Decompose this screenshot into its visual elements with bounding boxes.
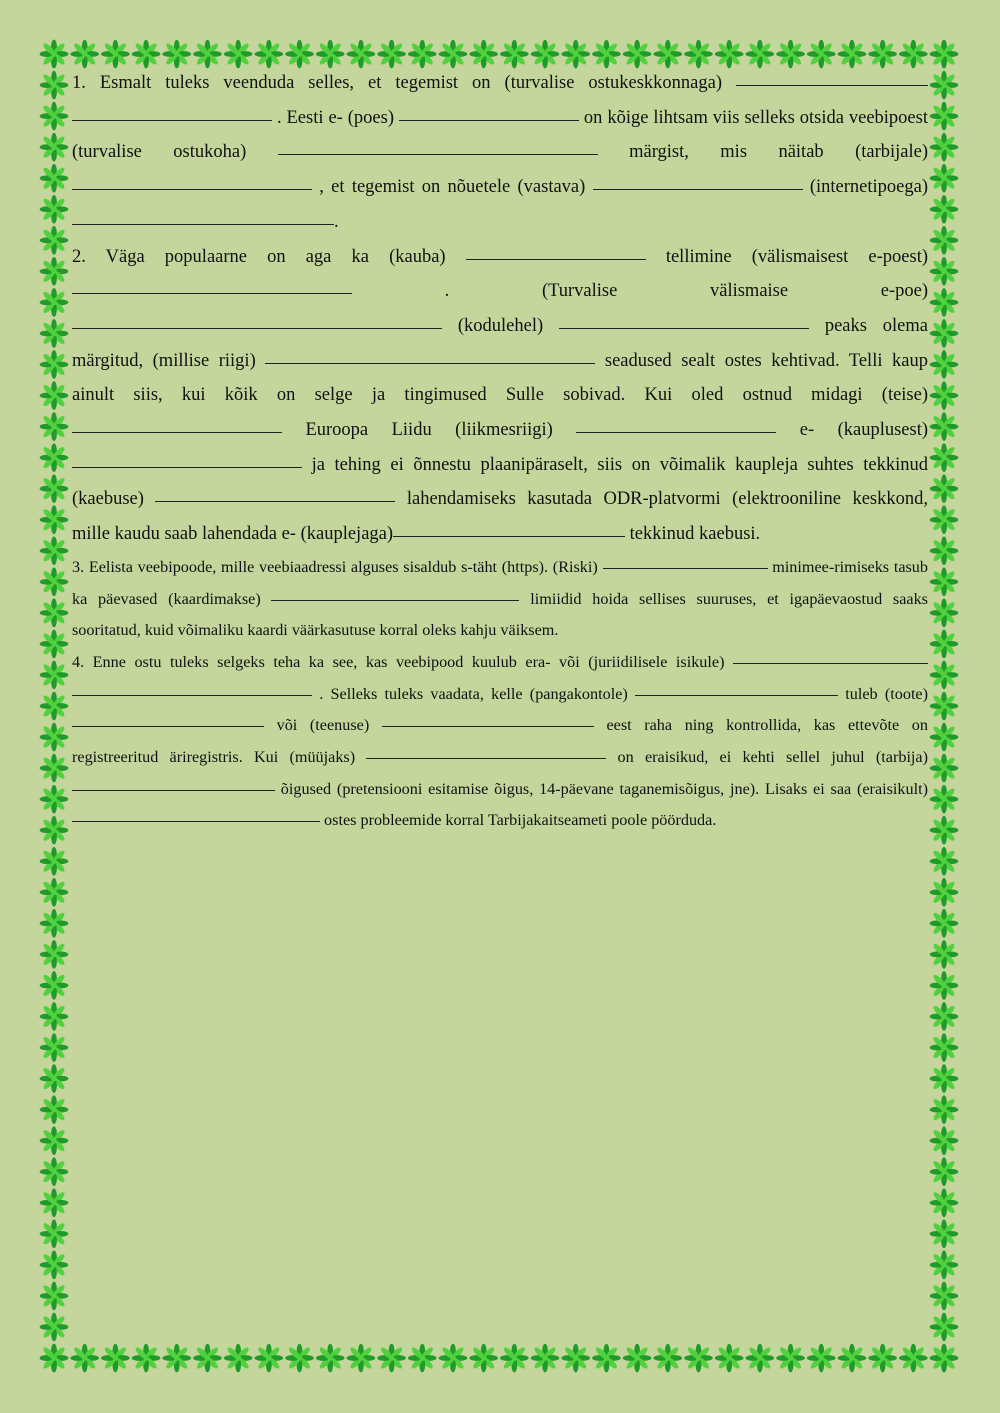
paragraph-text: limiidid hoida sellises suuruses, et igapäevaostud saaks sooritatud, kuid võimaliku kaardi väärkasutuse korral oleks kahju väiksem. [72,589,928,640]
paragraph-text: 3. Eelista veebipoode, mille veebiaadressi alguses sisaldub s-täht (https). (Riski) [72,557,603,576]
leaf-ornament [930,785,959,814]
leaf-ornament [40,195,69,224]
leaf-ornament [930,1033,959,1062]
leaf-ornament [255,1344,284,1373]
leaf-ornament [930,350,959,379]
leaf-ornament [776,1344,805,1373]
leaf-ornament [40,1002,69,1031]
answer-blank[interactable] [736,84,928,86]
leaf-ornament [377,40,406,69]
leaf-ornament [930,816,959,845]
paragraph-text: või (teenuse) [264,716,382,735]
paragraph-text: eest raha ning kontrollida, kas ettevõte on registreeritud äriregistris. Kui (müüjaks) [72,716,928,767]
paragraph-text: ostes probleemide korral Tarbijakaitseameti poole pöörduda. [320,811,717,830]
leaf-ornament [653,1344,682,1373]
leaf-ornament [930,257,959,286]
leaf-ornament [285,1344,314,1373]
leaf-ornament [40,816,69,845]
leaf-ornament [40,630,69,659]
leaf-ornament [469,1344,498,1373]
leaf-ornament [623,1344,652,1373]
leaf-ornament [377,1344,406,1373]
answer-blank[interactable] [733,662,928,664]
leaf-ornament [40,568,69,597]
answer-blank[interactable] [72,431,282,433]
leaf-ornament [592,40,621,69]
leaf-ornament [531,40,560,69]
leaf-ornament [40,1344,69,1373]
leaf-ornament [776,40,805,69]
leaf-ornament [224,1344,253,1373]
paragraph-text: peaks olema märgitud, (millise riigi) [72,315,928,371]
leaf-ornament [40,71,69,100]
leaf-ornament [838,40,867,69]
leaf-ornament [500,1344,529,1373]
leaf-ornament [40,443,69,472]
leaf-ornament [930,288,959,317]
leaf-ornament [40,1188,69,1217]
paragraph-text: . Selleks tuleks vaadata, kelle (pangakontole) [312,684,636,703]
leaf-ornament [930,133,959,162]
leaf-ornament [40,661,69,690]
leaf-ornament [101,1344,130,1373]
leaf-ornament [347,1344,376,1373]
answer-blank[interactable] [72,694,312,696]
answer-blank[interactable] [278,153,598,155]
leaf-ornament [930,412,959,441]
leaf-ornament [40,40,69,69]
leaf-ornament [101,40,130,69]
leaf-ornament [715,1344,744,1373]
leaf-ornament [653,40,682,69]
paragraph-text: lahendamiseks kasutada ODR-platvormi (elektrooniline keskkond, mille kaudu saab lahendada e- (kauplejaga) [72,489,929,545]
leaf-ornament [40,971,69,1000]
leaf-ornament [807,1344,836,1373]
answer-blank[interactable] [393,535,625,537]
leaf-ornament [162,40,191,69]
leaf-ornament [930,1002,959,1031]
leaf-ornament [40,257,69,286]
leaf-ornament [162,1344,191,1373]
leaf-ornament [132,40,161,69]
leaf-ornament [40,599,69,628]
leaf-ornament [930,443,959,472]
leaf-ornament [40,754,69,783]
answer-blank[interactable] [603,567,768,569]
leaf-ornament [40,133,69,162]
leaf-ornament [899,40,928,69]
leaf-ornament [930,1251,959,1280]
leaf-ornament [40,909,69,938]
leaf-ornament [439,1344,468,1373]
leaf-ornament [40,1282,69,1311]
leaf-ornament [439,40,468,69]
answer-blank[interactable] [155,500,395,502]
leaf-ornament [930,319,959,348]
leaf-ornament [930,1064,959,1093]
leaf-ornament [930,568,959,597]
leaf-ornament [623,40,652,69]
exercise-paragraph-1 [72,66,928,240]
paragraph-text: . (Turvalise välismaise e-poe) [352,281,928,302]
leaf-ornament [838,1344,867,1373]
leaf-ornament [40,1095,69,1124]
paragraph-text: (internetipoega) [802,177,928,198]
leaf-ornament [40,785,69,814]
answer-blank[interactable] [559,327,809,329]
leaf-ornament [592,1344,621,1373]
leaf-ornament [40,288,69,317]
leaf-ornament [40,878,69,907]
leaf-ornament [40,1033,69,1062]
leaf-ornament [40,940,69,969]
leaf-ornament [930,102,959,131]
paragraph-text: 2. Väga populaarne on aga ka (kauba) [72,246,466,267]
leaf-ornament [930,630,959,659]
leaf-ornament [347,40,376,69]
leaf-ornament [930,940,959,969]
leaf-ornament [316,40,345,69]
leaf-ornament [40,536,69,565]
leaf-ornament [255,40,284,69]
paragraph-text: 1. Esmalt tuleks veenduda selles, et tegemist on (turvalise ostukeskkonnaga) [72,73,736,93]
leaf-ornament [469,40,498,69]
paragraph-text: seadused sealt ostes kehtivad. Telli kaup ainult siis, kui kõik on selge ja tingimused Sulle sobivad. Kui oled ostnud midagi (teise) [72,350,928,406]
answer-blank[interactable] [635,694,838,696]
leaf-ornament [930,1313,959,1342]
leaf-ornament [930,226,959,255]
leaf-ornament [40,164,69,193]
leaf-ornament [40,319,69,348]
leaf-ornament [70,40,99,69]
leaf-ornament [684,1344,713,1373]
leaf-ornament [930,474,959,503]
exercise-paragraph-4 [72,647,928,837]
leaf-ornament [285,40,314,69]
answer-blank[interactable] [72,820,320,822]
leaf-ornament [40,1126,69,1155]
leaf-ornament [930,1095,959,1124]
answer-blank[interactable] [265,362,595,364]
leaf-ornament [930,847,959,876]
leaf-ornament [930,1282,959,1311]
answer-blank[interactable] [399,119,579,121]
paragraph-text: on eraisikud, ei kehti sellel juhul (tarbija) [606,748,929,767]
answer-blank[interactable] [576,431,776,433]
leaf-ornament [70,1344,99,1373]
leaf-ornament [930,164,959,193]
leaf-ornament [561,40,590,69]
leaf-ornament [561,1344,590,1373]
leaf-ornament [930,1157,959,1186]
leaf-ornament [930,909,959,938]
leaf-ornament [40,1157,69,1186]
paragraph-text: on kõige lihtsam viis selleks otsida veebipoest (turvalise ostukoha) [72,107,928,163]
paragraph-text: . Eesti e- (poes) [272,107,399,128]
leaf-ornament [684,40,713,69]
answer-blank[interactable] [72,466,302,468]
leaf-ornament [746,40,775,69]
leaf-ornament [930,40,959,69]
answer-blank[interactable] [72,725,264,727]
leaf-ornament [500,40,529,69]
answer-blank[interactable] [72,292,352,294]
leaf-ornament [930,754,959,783]
paragraph-text: märgist, mis näitab (tarbijale) [597,142,928,163]
leaf-ornament [316,1344,345,1373]
leaf-ornament [930,692,959,721]
answer-blank[interactable] [466,258,646,260]
paragraph-text: minimee-rimiseks tasub ka päevased (kaardimakse) [72,557,928,608]
leaf-ornament [930,878,959,907]
leaf-ornament [930,195,959,224]
leaf-ornament [746,1344,775,1373]
leaf-ornament [40,226,69,255]
leaf-ornament [930,1188,959,1217]
answer-blank[interactable] [72,789,275,791]
leaf-ornament [40,505,69,534]
answer-blank[interactable] [72,188,312,190]
paragraph-text: (kodulehel) [442,315,559,336]
answer-blank[interactable] [366,757,606,759]
leaf-ornament [132,1344,161,1373]
paragraph-text: tellimine (välismaisest e-poest) [645,246,929,267]
answer-blank[interactable] [382,725,594,727]
leaf-ornament [40,381,69,410]
leaf-ornament [531,1344,560,1373]
paragraph-text: Euroopa Liidu (liikmesriigi) [282,420,577,441]
paragraph-text: ja tehing ei õnnestu plaanipäraselt, siis on võimalik kaupleja suhtes tekkinud (kaebuse) [72,454,928,510]
leaf-ornament [715,40,744,69]
leaf-ornament [193,1344,222,1373]
leaf-ornament [930,661,959,690]
answer-blank[interactable] [593,188,803,190]
leaf-ornament [40,692,69,721]
leaf-ornament [40,350,69,379]
exercise-paragraph-2 [72,240,928,552]
leaf-ornament [408,1344,437,1373]
leaf-ornament [930,971,959,1000]
answer-blank[interactable] [72,327,442,329]
leaf-ornament [930,536,959,565]
leaf-ornament [930,505,959,534]
exercise-paragraph-3 [72,552,928,647]
leaf-ornament [40,1220,69,1249]
leaf-ornament [930,1220,959,1249]
leaf-ornament [807,40,836,69]
leaf-ornament [868,1344,897,1373]
leaf-ornament [40,723,69,752]
leaf-ornament [224,40,253,69]
paragraph-text: tekkinud kaebusi. [625,524,761,545]
leaf-ornament [930,71,959,100]
paragraph-text: õigused (pretensiooni esitamise õigus, 14-päevane taganemisõigus, jne). Lisaks ei saa (eraisikult) [275,779,928,798]
leaf-ornament [40,847,69,876]
leaf-ornament [899,1344,928,1373]
leaf-ornament [930,381,959,410]
paragraph-text: tuleb (toote) [838,684,929,703]
paragraph-text: 4. Enne ostu tuleks selgeks teha ka see, kas veebipood kuulub era- või (juriidilisele isikule) [72,652,733,671]
leaf-ornament [40,412,69,441]
leaf-ornament [40,474,69,503]
leaf-ornament [40,1251,69,1280]
answer-blank[interactable] [72,119,272,121]
worksheet-body [72,66,928,837]
answer-blank[interactable] [72,223,334,225]
leaf-ornament [930,599,959,628]
leaf-ornament [868,40,897,69]
leaf-ornament [40,1064,69,1093]
leaf-ornament [930,1344,959,1373]
answer-blank[interactable] [271,599,519,601]
paragraph-text: , et tegemist on nõuetele (vastava) [312,177,593,198]
leaf-ornament [40,102,69,131]
leaf-ornament [193,40,222,69]
leaf-ornament [40,1313,69,1342]
leaf-ornament [930,723,959,752]
leaf-ornament [930,1126,959,1155]
leaf-ornament [408,40,437,69]
paragraph-text: . [334,211,339,232]
paragraph-text: e- (kauplusest) [776,420,929,441]
